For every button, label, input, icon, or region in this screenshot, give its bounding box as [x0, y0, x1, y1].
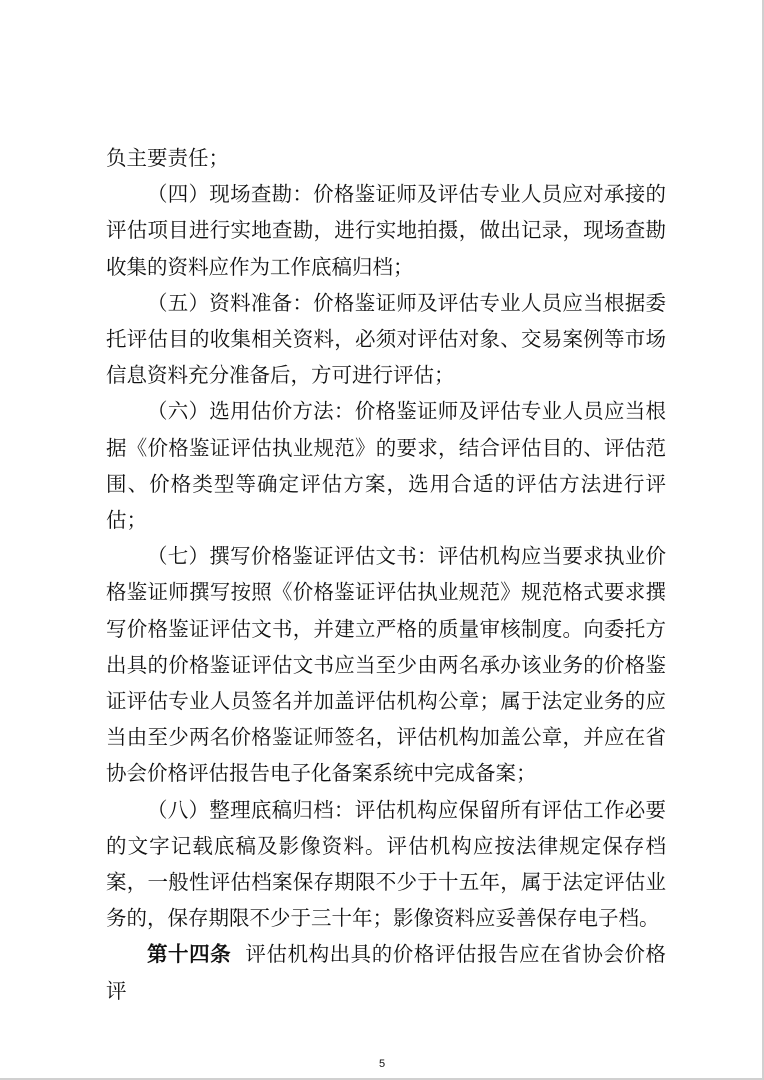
paragraph-valuation-method: （六）选用估价方法：价格鉴证师及评估专业人员应当根据《价格鉴证评估执业规范》的要求，结合评估目的、评估范围、价格类型等确定评估方案，选用合适的评估方法进行评估； [106, 399, 666, 533]
paragraph-archiving: （八）整理底稿归档：评估机构应保留所有评估工作必要的文字记载底稿及影像资料。评估机构应按法律规定保存档案，一般性评估档案保存期限不少于十五年，属于法定评估业务的，保存期限不少于三十年；影像资料应妥善保存电子档。 [106, 797, 666, 931]
paragraph-report-writing: （七）撰写价格鉴证评估文书：评估机构应当要求执业价格鉴证师撰写按照《价格鉴证评估执业规范》规范格式要求撰写价格鉴证评估文书，并建立严格的质量审核制度。向委托方出具的价格鉴证评估文书应当至少由两名承办该业务的价格鉴证评估专业人员签名并加盖评估机构公章；属于法定业务的应当由至少两名价格鉴证师签名，评估机构加盖公章，并应在省协会价格评估报告电子化备案系统中完成备案； [106, 544, 666, 786]
page-number: 5 [378, 1058, 386, 1070]
paragraph-site-inspection: （四）现场查勘：价格鉴证师及评估专业人员应对承接的评估项目进行实地查勘，进行实地拍摄，做出记录，现场查勘收集的资料应作为工作底稿归档； [106, 182, 666, 279]
paragraph-data-preparation: （五）资料准备：价格鉴证师及评估专业人员应当根据委托评估目的收集相关资料，必须对评估对象、交易案例等市场信息资料充分准备后，方可进行评估； [106, 290, 666, 388]
article-heading: 第十四条 [147, 942, 232, 967]
paragraph-continuation: 负主要责任； [106, 146, 229, 170]
article-14-paragraph [106, 936, 666, 1008]
body-text [106, 140, 666, 1009]
article-text: 评估机构出具的价格评估报告应在省协会价格评 [106, 942, 666, 1003]
